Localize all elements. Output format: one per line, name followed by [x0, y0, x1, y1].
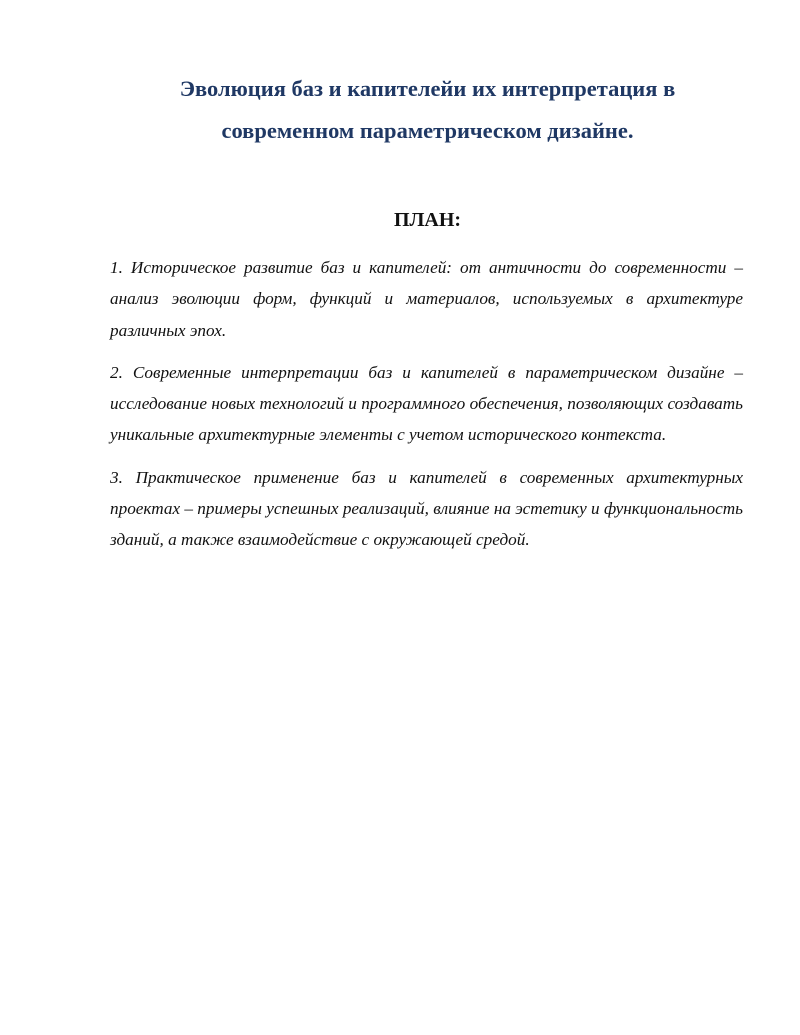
title-line-2: современном параметрическом дизайне.	[221, 118, 634, 143]
plan-list	[110, 252, 743, 567]
document-title	[100, 68, 755, 152]
plan-item-3: 3. Практическое применение баз и капителей в современных архитектурных проектах – примеры успешных реализаций, влияние на эстетику и функциональность зданий, а также взаимодействие с окружающей средой.	[110, 467, 743, 550]
plan-item-2: 2. Современные интерпретации баз и капителей в параметрическом дизайне – исследование новых технологий и программного обеспечения, позволяющих создавать уникальные архитектурные элементы с учетом исторического контекста.	[110, 362, 743, 445]
plan-item-1: 1. Историческое развитие баз и капителей: от античности до современности – анализ эволюции форм, функций и материалов, используемых в архитектуре различных эпох.	[110, 258, 743, 340]
plan-heading: ПЛАН:	[393, 209, 462, 231]
title-line-1: Эволюция баз и капителейи их интерпретация в	[179, 76, 676, 101]
